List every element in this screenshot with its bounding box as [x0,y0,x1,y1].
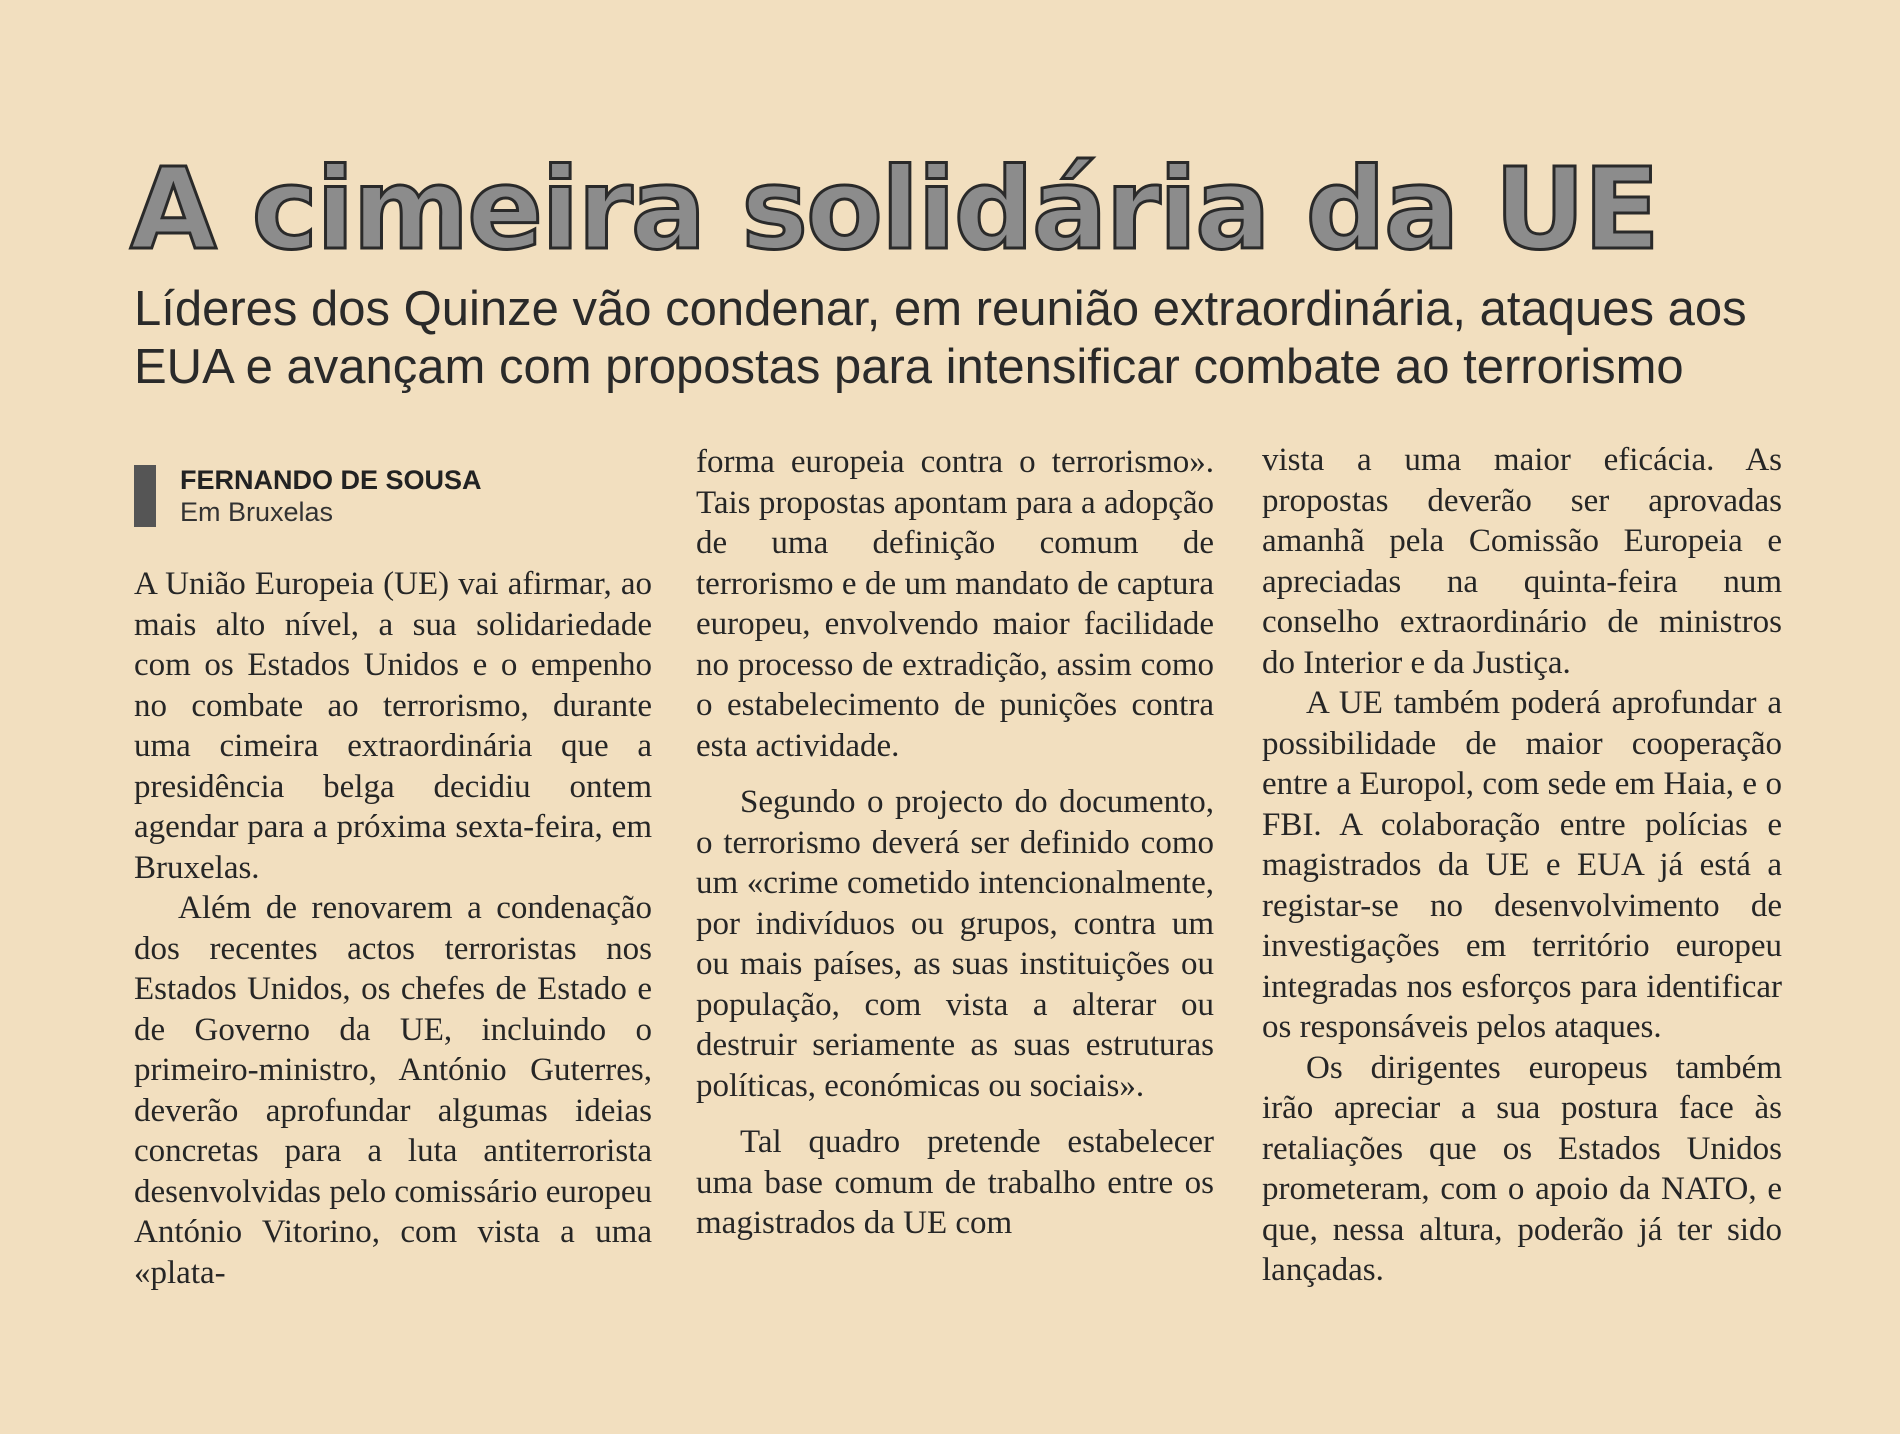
article-column-1 [134,564,652,1293]
paragraph: vista a uma maior eficácia. As propostas deverão ser aprovadas amanhã pela Comissão Europeia e apreciadas na quinta-feira num conselho extraordinário de ministros do Interior e da Justiça. [1262,442,1782,681]
byline-bar [134,465,156,527]
paragraph: Os dirigentes europeus também irão apreciar a sua postura face às retaliações que os Estados Unidos prometeram, com o apoio da NATO, e que, nessa altura, poderão já ter sido lançadas. [1262,1049,1782,1288]
paragraph: A União Europeia (UE) vai afirmar, ao mais alto nível, a sua solidariedade com os Estados Unidos e o empenho no combate ao terrorismo, durante uma cimeira extraordinária que a presidência belga decidiu ontem agendar para a próxima sexta-feira, em Bruxelas. [134,566,652,886]
article-column-2 [696,442,1214,1244]
subheadline: Líderes dos Quinze vão condenar, em reunião extraordinária, ataques aos EUA e avançam com propostas para intensificar combate ao terrorismo [134,282,1747,394]
paragraph: Além de renovarem a condenação dos recentes actos terroristas nos Estados Unidos, os chefes de Estado e de Governo da UE, incluindo o primeiro-ministro, António Guterres, deverão aprofundar algumas ideias concretas para a luta antiterrorista desenvolvidas pelo comissário europeu António Vitorino, com vista a uma «plata- [134,890,652,1291]
byline [134,465,482,527]
dateline-location: Em Bruxelas [180,497,334,527]
paragraph: A UE também poderá aprofundar a possibilidade de maior cooperação entre a Europol, com sede em Haia, e o FBI. A colaboração entre polícias e magistrados da UE e EUA já está a registar-se no desenvolvimento de investigações em território europeu integradas nos esforços para identificar os responsáveis pelos ataques. [1262,685,1782,1045]
author-name: FERNANDO DE SOUSA [180,465,482,495]
headline: A cimeira solidária da UE [130,145,1658,275]
paragraph: forma europeia contra o terrorismo». Tais propostas apontam para a adopção de uma definição comum de terrorismo e de um mandato de captura europeu, envolvendo maior facilidade no processo de extradição, assim como o estabelecimento de punições contra esta actividade. [696,444,1214,764]
paragraph: Segundo o projecto do documento, o terrorismo deverá ser definido como um «crime cometido intencionalmente, por indivíduos ou grupos, contra um ou mais países, as suas instituições ou população, com vista a alterar ou destruir seriamente as suas estruturas políticas, económicas ou sociais». [696,784,1214,1104]
byline-text [180,465,482,527]
paragraph: Tal quadro pretende estabelecer uma base comum de trabalho entre os magistrados da UE com [696,1124,1214,1241]
article-column-3 [1262,440,1782,1291]
